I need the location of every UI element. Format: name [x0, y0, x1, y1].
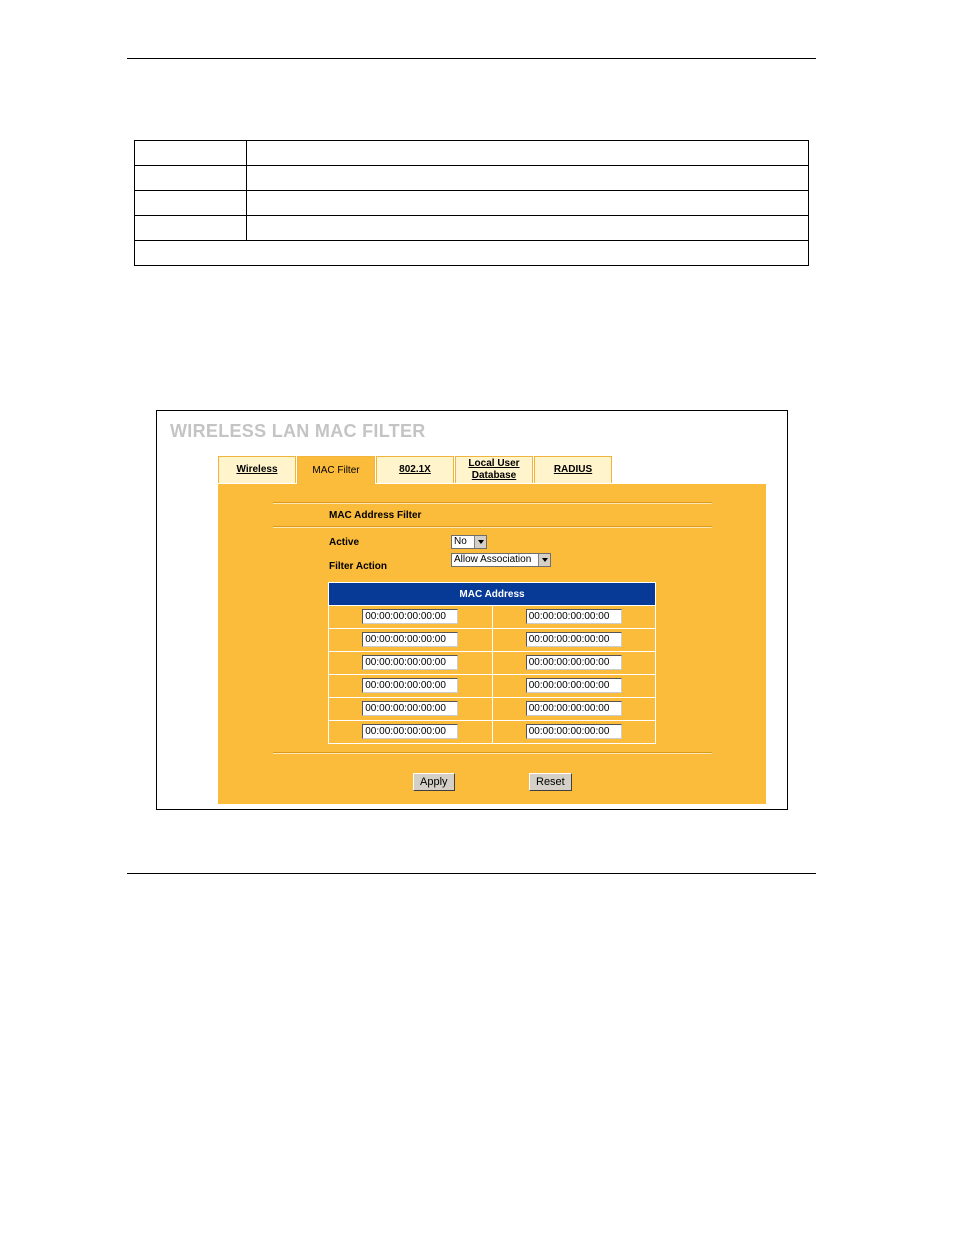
active-label: Active	[329, 537, 360, 548]
table-row	[329, 721, 656, 744]
active-select-value: No	[454, 536, 467, 547]
screenshot-frame	[156, 410, 788, 810]
mac-address-input-7[interactable]	[526, 609, 622, 624]
section-title: MAC Address Filter	[329, 510, 422, 521]
table-row	[135, 241, 809, 266]
chevron-down-icon	[538, 554, 550, 566]
table-row	[329, 629, 656, 652]
header-rule	[127, 58, 816, 59]
mac-address-input-4[interactable]	[362, 678, 458, 693]
tab-radius[interactable]: RADIUS	[534, 456, 612, 483]
tab-802-1x[interactable]: 802.1X	[376, 456, 454, 483]
divider	[273, 526, 712, 528]
table-row	[135, 216, 809, 241]
chevron-down-icon	[474, 536, 486, 548]
divider	[273, 752, 712, 754]
table-row	[329, 675, 656, 698]
footer-rule	[127, 873, 816, 874]
active-select[interactable]	[451, 535, 487, 549]
mac-address-input-9[interactable]	[526, 655, 622, 670]
table-row	[329, 606, 656, 629]
tab-mac-filter[interactable]: MAC Filter	[297, 456, 375, 484]
mac-address-table	[328, 582, 656, 744]
document-table	[134, 140, 809, 266]
table-row	[329, 698, 656, 721]
mac-address-input-6[interactable]	[362, 724, 458, 739]
mac-address-input-10[interactable]	[526, 678, 622, 693]
reset-button[interactable]: Reset	[529, 773, 572, 791]
mac-address-input-8[interactable]	[526, 632, 622, 647]
table-row	[135, 141, 809, 166]
page-title: WIRELESS LAN MAC FILTER	[170, 421, 426, 441]
mac-address-input-2[interactable]	[362, 632, 458, 647]
tab-wireless[interactable]: Wireless	[218, 456, 296, 483]
tab-bar	[218, 456, 613, 484]
filter-action-select-value: Allow Association	[454, 554, 532, 565]
mac-address-input-5[interactable]	[362, 701, 458, 716]
filter-action-label: Filter Action	[329, 561, 387, 572]
mac-address-header: MAC Address	[329, 583, 656, 606]
filter-action-select[interactable]	[451, 553, 551, 567]
table-row	[135, 166, 809, 191]
mac-address-input-1[interactable]	[362, 609, 458, 624]
mac-filter-panel	[218, 484, 766, 804]
tab-local-user-database[interactable]: Local User Database	[455, 456, 533, 483]
mac-address-input-3[interactable]	[362, 655, 458, 670]
apply-button[interactable]: Apply	[413, 773, 455, 791]
table-row	[329, 652, 656, 675]
mac-address-input-12[interactable]	[526, 724, 622, 739]
table-row	[135, 191, 809, 216]
mac-address-input-11[interactable]	[526, 701, 622, 716]
divider	[273, 502, 712, 504]
